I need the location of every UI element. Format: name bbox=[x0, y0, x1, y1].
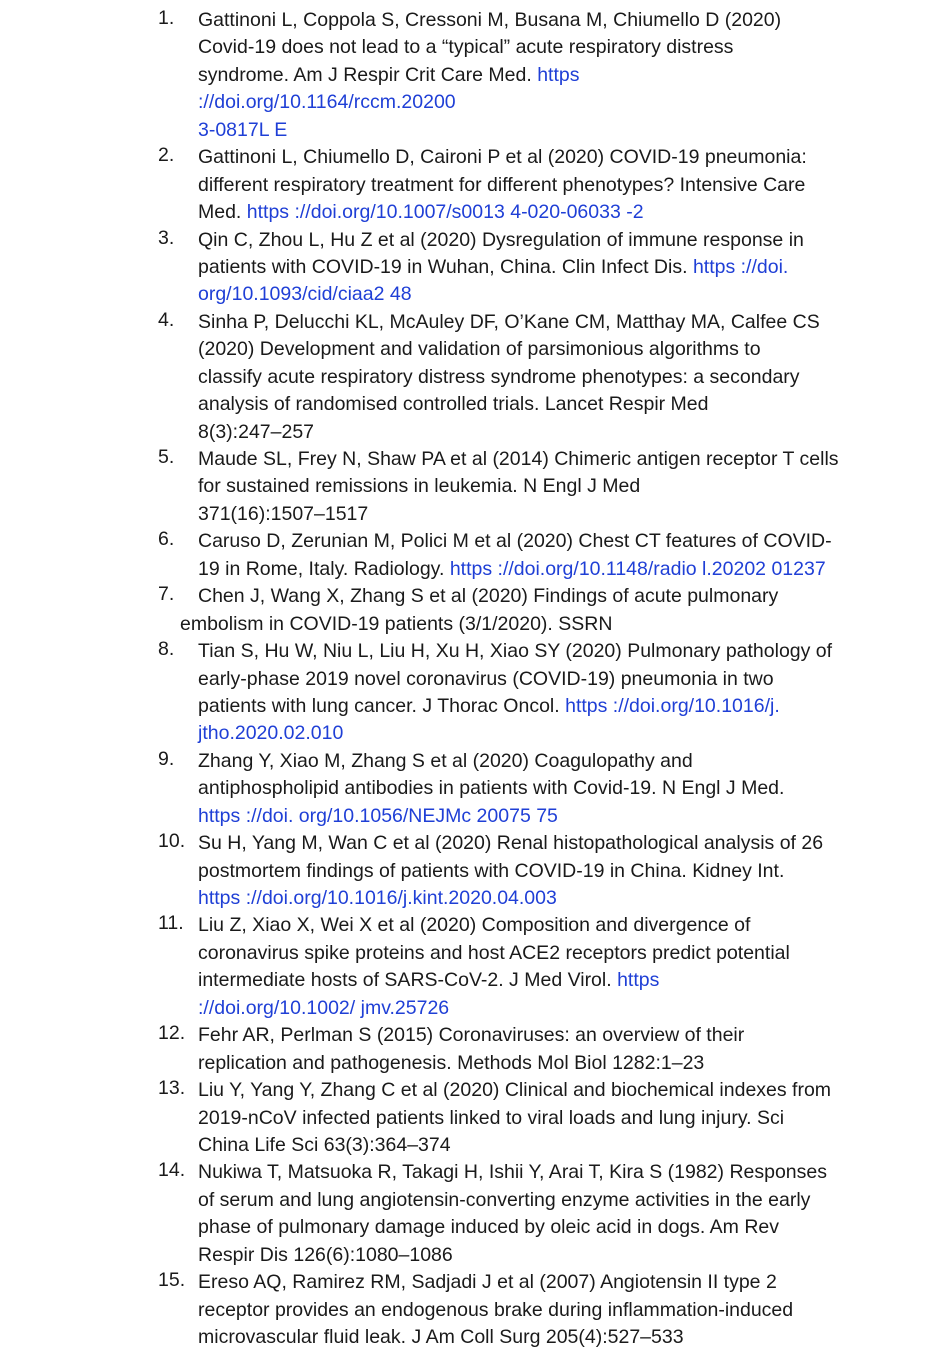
reference-line bbox=[198, 1269, 890, 1296]
reference-line bbox=[198, 309, 890, 336]
reference-text: (2020) Development and validation of parsimonious algorithms to bbox=[198, 338, 761, 361]
reference-text: antiphospholipid antibodies in patients with Covid-19. N Engl J Med. bbox=[198, 777, 785, 800]
reference-text: China Life Sci 63(3):364–374 bbox=[198, 1133, 451, 1156]
reference-line bbox=[198, 885, 890, 912]
reference-line bbox=[198, 227, 890, 254]
reference-number: 4. bbox=[158, 308, 175, 331]
reference-text: Gattinoni L, Chiumello D, Caironi P et al (2020) COVID-19 pneumonia: bbox=[198, 146, 807, 169]
reference-line bbox=[198, 89, 890, 116]
reference-text: Med. bbox=[198, 201, 247, 224]
reference-item bbox=[0, 1022, 950, 1077]
reference-text: analysis of randomised controlled trials. Lancet Respir Med bbox=[198, 393, 709, 416]
reference-text: patients with lung cancer. J Thorac Oncol. bbox=[198, 694, 566, 717]
reference-line bbox=[198, 1132, 890, 1159]
reference-line bbox=[198, 912, 890, 939]
reference-list bbox=[0, 7, 950, 1351]
doi-link[interactable]: https ://doi.org/10.1148/radio l.20202 01237 bbox=[449, 557, 826, 580]
reference-line bbox=[198, 144, 890, 171]
reference-number: 14. bbox=[158, 1159, 186, 1182]
reference-text: Chen J, Wang X, Zhang S et al (2020) Findings of acute pulmonary bbox=[198, 585, 779, 608]
reference-text: receptor provides an endogenous brake during inflammation-induced bbox=[198, 1298, 794, 1321]
reference-text: Liu Y, Yang Y, Zhang C et al (2020) Clinical and biochemical indexes from bbox=[198, 1079, 832, 1102]
reference-line bbox=[198, 775, 890, 802]
reference-item bbox=[0, 583, 950, 638]
reference-line bbox=[198, 473, 890, 500]
reference-line bbox=[198, 940, 890, 967]
doi-link[interactable]: org/10.1093/cid/ciaa2 48 bbox=[198, 283, 412, 306]
reference-text: Zhang Y, Xiao M, Zhang S et al (2020) Coagulopathy and bbox=[198, 749, 693, 772]
reference-text: embolism in COVID-19 patients (3/1/2020). SSRN bbox=[180, 612, 613, 635]
reference-number: 9. bbox=[158, 747, 175, 770]
reference-line bbox=[198, 1187, 890, 1214]
reference-text: microvascular fluid leak. J Am Coll Surg 205(4):527–533 bbox=[198, 1326, 684, 1348]
reference-item bbox=[0, 1077, 950, 1159]
reference-text: for sustained remissions in leukemia. N Engl J Med bbox=[198, 475, 641, 498]
reference-line bbox=[198, 720, 890, 747]
reference-line bbox=[198, 254, 890, 281]
reference-line bbox=[198, 1105, 890, 1132]
doi-link[interactable]: https ://doi.org/10.1016/j. bbox=[565, 694, 780, 717]
reference-line bbox=[198, 281, 890, 308]
reference-text: Maude SL, Frey N, Shaw PA et al (2014) Chimeric antigen receptor T cells bbox=[198, 448, 839, 470]
reference-number: 10. bbox=[158, 830, 186, 853]
reference-text: patients with COVID-19 in Wuhan, China. Clin Infect Dis. bbox=[198, 255, 693, 278]
reference-text: Gattinoni L, Coppola S, Cressoni M, Busana M, Chiumello D (2020) bbox=[198, 9, 782, 31]
doi-link[interactable]: https ://doi. bbox=[692, 255, 789, 278]
reference-line bbox=[198, 1242, 890, 1269]
reference-text: Sinha P, Delucchi KL, McAuley DF, O’Kane CM, Matthay MA, Calfee CS bbox=[198, 310, 820, 333]
reference-number: 2. bbox=[158, 144, 175, 167]
reference-line bbox=[198, 419, 890, 446]
reference-number: 15. bbox=[158, 1269, 186, 1292]
reference-line bbox=[198, 391, 890, 418]
reference-line bbox=[198, 34, 890, 61]
reference-line bbox=[198, 364, 890, 391]
doi-link[interactable]: ://doi.org/10.1002/ jmv.25726 bbox=[198, 996, 450, 1019]
reference-line bbox=[198, 1077, 890, 1104]
reference-item bbox=[0, 528, 950, 583]
reference-line bbox=[198, 995, 890, 1022]
doi-link[interactable]: https ://doi.org/10.1016/j.kint.2020.04.003 bbox=[198, 887, 557, 909]
doi-link[interactable]: ://doi.org/10.1164/rccm.20200 bbox=[198, 91, 456, 114]
reference-number: 8. bbox=[158, 638, 175, 661]
reference-text: coronavirus spike proteins and host ACE2 receptors predict potential bbox=[198, 941, 790, 964]
doi-link[interactable]: https ://doi.org/10.1007/s0013 4-020-06033 -2 bbox=[246, 201, 644, 224]
reference-line bbox=[198, 858, 890, 885]
reference-text: 371(16):1507–1517 bbox=[198, 502, 369, 525]
reference-line bbox=[198, 830, 890, 857]
reference-item bbox=[0, 309, 950, 446]
reference-number: 1. bbox=[158, 7, 175, 29]
reference-line bbox=[198, 1324, 890, 1351]
reference-line bbox=[198, 528, 890, 555]
reference-text: Fehr AR, Perlman S (2015) Coronaviruses: an overview of their bbox=[198, 1024, 745, 1047]
reference-text: early-phase 2019 novel coronavirus (COVID-19) pneumonia in two bbox=[198, 667, 774, 690]
reference-item bbox=[0, 830, 950, 912]
reference-line bbox=[198, 556, 890, 583]
reference-text: different respiratory treatment for different phenotypes? Intensive Care bbox=[198, 173, 806, 196]
reference-text: Qin C, Zhou L, Hu Z et al (2020) Dysregulation of immune response in bbox=[198, 228, 804, 251]
reference-number: 6. bbox=[158, 528, 175, 551]
reference-line bbox=[198, 693, 890, 720]
reference-text: phase of pulmonary damage induced by oleic acid in dogs. Am Rev bbox=[198, 1216, 780, 1239]
reference-line bbox=[198, 501, 890, 528]
reference-text: Liu Z, Xiao X, Wei X et al (2020) Composition and divergence of bbox=[198, 914, 751, 937]
reference-line bbox=[198, 1050, 890, 1077]
reference-number: 13. bbox=[158, 1077, 186, 1100]
reference-item bbox=[0, 446, 950, 528]
reference-text: Su H, Yang M, Wan C et al (2020) Renal histopathological analysis of 26 bbox=[198, 832, 824, 855]
reference-number: 3. bbox=[158, 226, 175, 249]
reference-line bbox=[180, 611, 890, 638]
doi-link[interactable]: https ://doi. org/10.1056/NEJMc 20075 75 bbox=[198, 804, 558, 827]
reference-line bbox=[198, 967, 890, 994]
reference-item bbox=[0, 227, 950, 309]
reference-line bbox=[198, 117, 890, 144]
reference-item bbox=[0, 1159, 950, 1269]
reference-line bbox=[198, 638, 890, 665]
reference-text: Tian S, Hu W, Niu L, Liu H, Xu H, Xiao SY (2020) Pulmonary pathology of bbox=[198, 640, 833, 663]
reference-text: Respir Dis 126(6):1080–1086 bbox=[198, 1243, 453, 1266]
reference-text: Ereso AQ, Ramirez RM, Sadjadi J et al (2007) Angiotensin II type 2 bbox=[198, 1271, 777, 1294]
reference-text: syndrome. Am J Respir Crit Care Med. bbox=[198, 63, 538, 86]
reference-line bbox=[198, 1214, 890, 1241]
doi-link[interactable]: https bbox=[617, 969, 660, 992]
doi-link[interactable]: 3-0817L E bbox=[198, 118, 288, 141]
reference-line bbox=[198, 1022, 890, 1049]
reference-text: Nukiwa T, Matsuoka R, Takagi H, Ishii Y, Arai T, Kira S (1982) Responses bbox=[198, 1161, 827, 1184]
reference-line bbox=[198, 7, 890, 34]
reference-item bbox=[0, 1269, 950, 1351]
reference-line bbox=[198, 199, 890, 226]
reference-number: 5. bbox=[158, 446, 175, 468]
reference-text: postmortem findings of patients with COVID-19 in China. Kidney Int. bbox=[198, 859, 785, 882]
reference-line bbox=[198, 666, 890, 693]
reference-number: 12. bbox=[158, 1022, 186, 1045]
reference-line bbox=[198, 583, 890, 610]
reference-line bbox=[198, 1297, 890, 1324]
reference-number: 7. bbox=[158, 583, 175, 606]
reference-line bbox=[198, 62, 890, 89]
reference-line bbox=[198, 336, 890, 363]
reference-line bbox=[198, 748, 890, 775]
reference-number: 11. bbox=[158, 912, 184, 935]
reference-text: of serum and lung angiotensin-converting enzyme activities in the early bbox=[198, 1188, 811, 1211]
reference-item bbox=[0, 144, 950, 226]
doi-link[interactable]: jtho.2020.02.010 bbox=[198, 722, 344, 745]
reference-text: 2019-nCoV infected patients linked to viral loads and lung injury. Sci bbox=[198, 1106, 785, 1129]
reference-text: classify acute respiratory distress syndrome phenotypes: a secondary bbox=[198, 365, 800, 388]
reference-line bbox=[198, 1159, 890, 1186]
reference-item bbox=[0, 912, 950, 1022]
reference-text: Caruso D, Zerunian M, Polici M et al (2020) Chest CT features of COVID- bbox=[198, 530, 832, 553]
reference-item bbox=[0, 638, 950, 748]
reference-line bbox=[198, 446, 890, 473]
reference-text: Covid-19 does not lead to a “typical” acute respiratory distress bbox=[198, 36, 734, 59]
reference-line bbox=[198, 803, 890, 830]
reference-text: intermediate hosts of SARS-CoV-2. J Med Virol. bbox=[198, 969, 618, 992]
reference-text: 8(3):247–257 bbox=[198, 420, 315, 443]
reference-item bbox=[0, 7, 950, 144]
reference-text: 19 in Rome, Italy. Radiology. bbox=[198, 557, 450, 580]
reference-text: replication and pathogenesis. Methods Mol Biol 1282:1–23 bbox=[198, 1051, 705, 1074]
reference-item bbox=[0, 748, 950, 830]
doi-link[interactable]: https bbox=[537, 63, 580, 86]
reference-line bbox=[198, 172, 890, 199]
